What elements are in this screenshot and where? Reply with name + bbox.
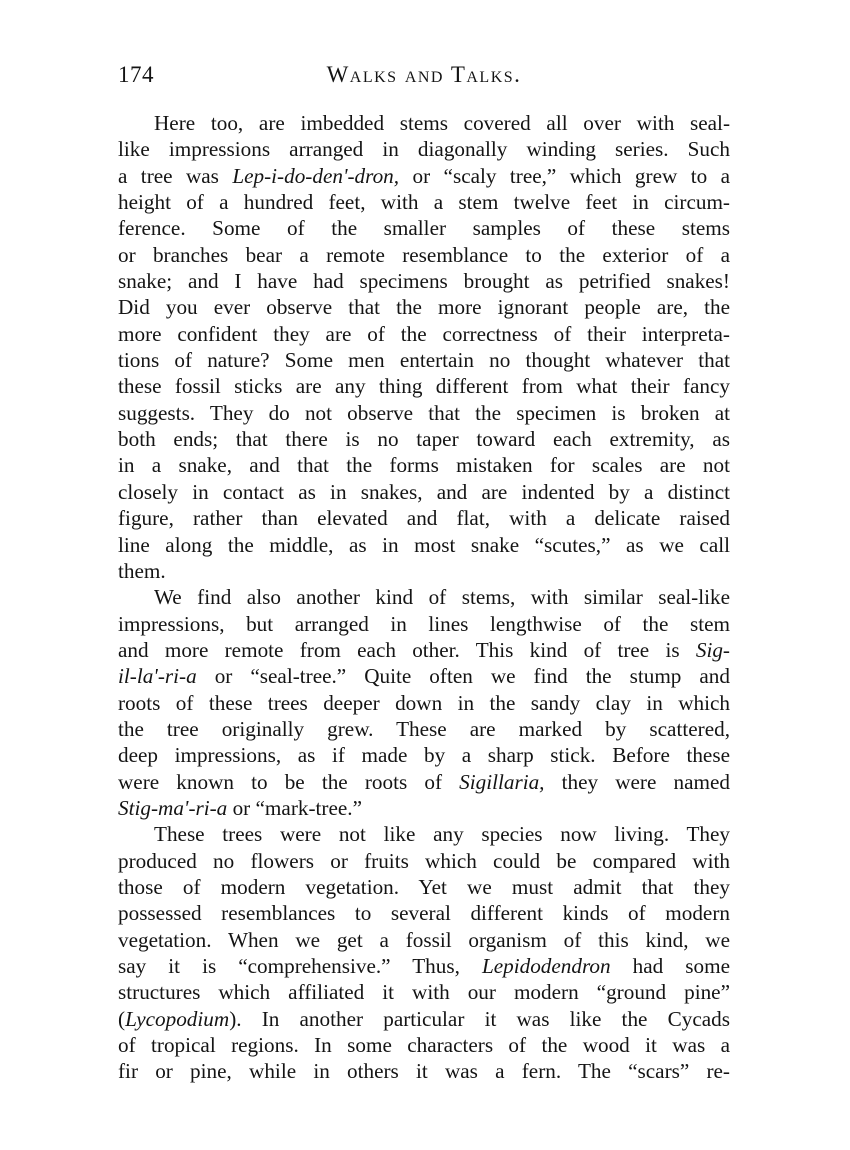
text-line xyxy=(118,769,730,795)
text-line xyxy=(118,400,730,426)
text-run: like impressions arranged in diagonally winding series. Such xyxy=(118,137,730,162)
text-run: height of a hundred feet, with a stem twelve feet in circum- xyxy=(118,190,730,215)
text-run: line along the middle, as in most snake “scutes,” as we call xyxy=(118,532,730,557)
text-run: a tree was xyxy=(118,163,233,188)
text-run: Here too, are imbedded stems covered all over with seal- xyxy=(154,111,730,135)
text-run: figure, rather than elevated and flat, with a delicate raised xyxy=(118,506,730,531)
text-run: these fossil sticks are any thing different from what their fancy xyxy=(118,374,730,399)
text-line xyxy=(118,953,730,979)
text-line xyxy=(118,136,730,162)
body-text xyxy=(118,110,730,1085)
text-run: in a snake, and that the forms mistaken for scales are not xyxy=(118,453,730,478)
paragraph xyxy=(118,110,730,584)
italic-term: Stig-ma'-ri-a xyxy=(118,795,228,820)
text-line xyxy=(118,505,730,531)
text-line xyxy=(118,426,730,452)
text-run: had some xyxy=(610,954,730,978)
text-line xyxy=(118,821,730,847)
paragraph xyxy=(118,584,730,821)
text-run: We find also another kind of stems, with similar seal-like xyxy=(154,585,730,610)
text-line xyxy=(118,347,730,373)
text-run: vegetation. When we get a fossil organism of this kind, we xyxy=(118,927,730,952)
text-line xyxy=(118,584,730,610)
text-run: say it is “comprehensive.” Thus, xyxy=(118,954,482,978)
text-run: and more remote from each other. This kind of tree is xyxy=(118,637,696,662)
text-line xyxy=(118,242,730,268)
text-line xyxy=(118,532,730,558)
text-line xyxy=(118,1058,730,1084)
text-line xyxy=(118,979,730,1005)
paragraph xyxy=(118,821,730,1084)
text-line xyxy=(118,900,730,926)
italic-term: Sigillaria, xyxy=(459,769,545,794)
text-run: more confident they are of the correctness of their interpreta- xyxy=(118,321,730,346)
text-run: or branches bear a remote resemblance to the exterior of a xyxy=(118,242,730,267)
text-run: them. xyxy=(118,558,166,583)
text-run: or “scaly tree,” which grew to a xyxy=(399,163,730,188)
text-run: snake; and I have had specimens brought as petrified snakes! xyxy=(118,269,730,294)
text-run: closely in contact as in snakes, and are indented by a distinct xyxy=(118,479,730,504)
text-line xyxy=(118,927,730,953)
text-run: both ends; that there is no taper toward each extremity, as xyxy=(118,427,730,452)
text-run: impressions, but arranged in lines lengthwise of the stem xyxy=(118,611,730,636)
text-line xyxy=(118,163,730,189)
text-run: were known to be the roots of xyxy=(118,769,460,794)
italic-term: Lepidodendron xyxy=(481,954,611,978)
italic-term: Sig- xyxy=(695,637,730,662)
text-run: those of modern vegetation. Yet we must admit that they xyxy=(118,874,730,899)
text-run: Did you ever observe that the more ignorant people are, the xyxy=(118,295,730,320)
running-head: Walks and Talks. xyxy=(326,62,522,87)
text-line xyxy=(118,215,730,241)
text-run: of tropical regions. In some characters of the wood it was a xyxy=(118,1033,730,1058)
text-run: tions of nature? Some men entertain no thought whatever that xyxy=(118,348,730,373)
text-line xyxy=(118,452,730,478)
text-run: structures which affiliated it with our modern “ground pine” xyxy=(118,980,730,1005)
text-run: possessed resemblances to several different kinds of modern xyxy=(118,901,730,926)
text-line xyxy=(118,848,730,874)
text-line xyxy=(118,268,730,294)
text-line xyxy=(118,795,730,821)
text-line xyxy=(118,1032,730,1058)
text-run: produced no flowers or fruits which could be compared with xyxy=(118,848,730,873)
text-line xyxy=(118,716,730,742)
text-line xyxy=(118,690,730,716)
page-header xyxy=(118,62,730,92)
italic-term: Lep-i-do-den'-dron, xyxy=(232,163,400,188)
text-line xyxy=(118,189,730,215)
text-run: the tree originally grew. These are marked by scattered, xyxy=(118,716,730,741)
text-run: or “mark-tree.” xyxy=(227,795,362,820)
italic-term: Lycopodium xyxy=(125,1006,230,1031)
text-line xyxy=(118,663,730,689)
text-line xyxy=(118,874,730,900)
text-run: ference. Some of the smaller samples of these stems xyxy=(118,216,730,241)
text-line xyxy=(118,321,730,347)
text-run: These trees were not like any species now living. They xyxy=(154,822,730,847)
text-line xyxy=(118,611,730,637)
text-line xyxy=(118,294,730,320)
text-run: roots of these trees deeper down in the sandy clay in which xyxy=(118,690,730,715)
text-run: ( xyxy=(118,1006,126,1031)
text-run: suggests. They do not observe that the specimen is broken at xyxy=(118,400,730,425)
italic-term: il-la'-ri-a xyxy=(118,664,197,689)
text-run: they were named xyxy=(544,769,730,794)
text-line xyxy=(118,479,730,505)
text-line xyxy=(118,1006,730,1032)
text-run: or “seal-tree.” Quite often we find the stump and xyxy=(196,664,730,689)
text-line xyxy=(118,110,730,136)
text-line xyxy=(118,373,730,399)
text-run: ). In another particular it was like the Cycads xyxy=(229,1006,730,1031)
text-line xyxy=(118,637,730,663)
text-line xyxy=(118,742,730,768)
text-run: fir or pine, while in others it was a fern. The “scars” re- xyxy=(118,1059,730,1084)
text-run: deep impressions, as if made by a sharp stick. Before these xyxy=(118,743,730,768)
text-line xyxy=(118,558,730,584)
page-number: 174 xyxy=(118,62,154,87)
